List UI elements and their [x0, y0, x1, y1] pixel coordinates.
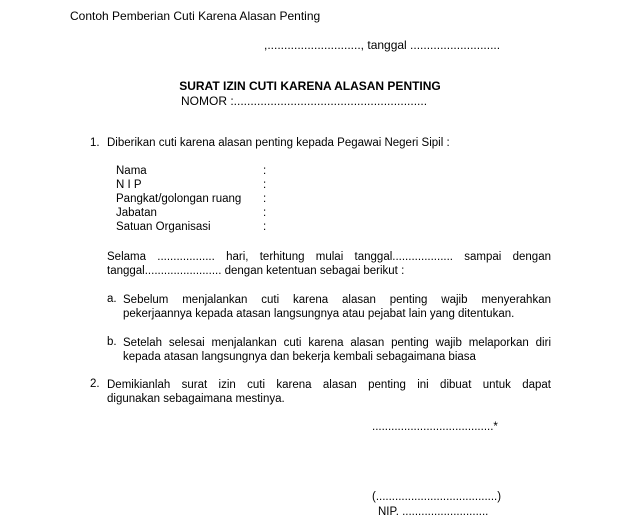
- item-2-line-2: digunakan sebagaimana mestinya.: [107, 393, 285, 405]
- document-heading: Contoh Pemberian Cuti Karena Alasan Penting: [70, 9, 321, 23]
- duration-line-2: tanggal........................ dengan ketentuan sebagai berikut :: [107, 265, 405, 277]
- duration-line-1: Selama .................. hari, terhitung mulai tanggal................... sampai dengan: [107, 251, 551, 263]
- field-colon: :: [263, 207, 267, 219]
- field-colon: :: [263, 165, 267, 177]
- letter-title: SURAT IZIN CUTI KARENA ALASAN PENTING: [179, 79, 441, 93]
- field-label-nama: Nama: [116, 165, 147, 177]
- item-2-marker: 2.: [90, 378, 100, 390]
- item-b-marker: b.: [107, 336, 117, 348]
- place-date-line: ,............................, tanggal ...........................: [264, 38, 501, 52]
- signature-name-line: (......................................): [372, 491, 502, 503]
- field-label-nip: N I P: [116, 179, 142, 191]
- signature-position-line: ......................................*: [372, 421, 498, 433]
- item-a-marker: a.: [107, 293, 117, 305]
- item-2-line-1: Demikianlah surat izin cuti karena alasan penting ini dibuat untuk dapat: [107, 379, 551, 391]
- field-label-pangkat: Pangkat/golongan ruang: [116, 193, 242, 205]
- item-a-line-1: Sebelum menjalankan cuti karena alasan penting wajib menyerahkan: [123, 294, 551, 306]
- item-b-line-1: Setelah selesai menjalankan cuti karena alasan penting wajib melaporkan diri: [123, 337, 551, 349]
- field-label-jabatan: Jabatan: [116, 207, 157, 219]
- field-label-satuan-organisasi: Satuan Organisasi: [116, 221, 211, 233]
- item-a-line-2: pekerjaannya kepada atasan langsungnya atau pejabat lain yang ditentukan.: [123, 308, 515, 320]
- item-1-text: Diberikan cuti karena alasan penting kepada Pegawai Negeri Sipil :: [107, 137, 450, 149]
- field-colon: :: [263, 193, 267, 205]
- signature-nip-line: NIP. ...........................: [378, 506, 489, 518]
- letter-number: NOMOR :..........................................................: [181, 94, 428, 108]
- item-1-marker: 1.: [90, 137, 100, 149]
- item-b-line-2: kepada atasan langsungnya dan bekerja kembali sebagaimana biasa: [123, 351, 476, 363]
- field-colon: :: [263, 179, 267, 191]
- field-colon: :: [263, 221, 267, 233]
